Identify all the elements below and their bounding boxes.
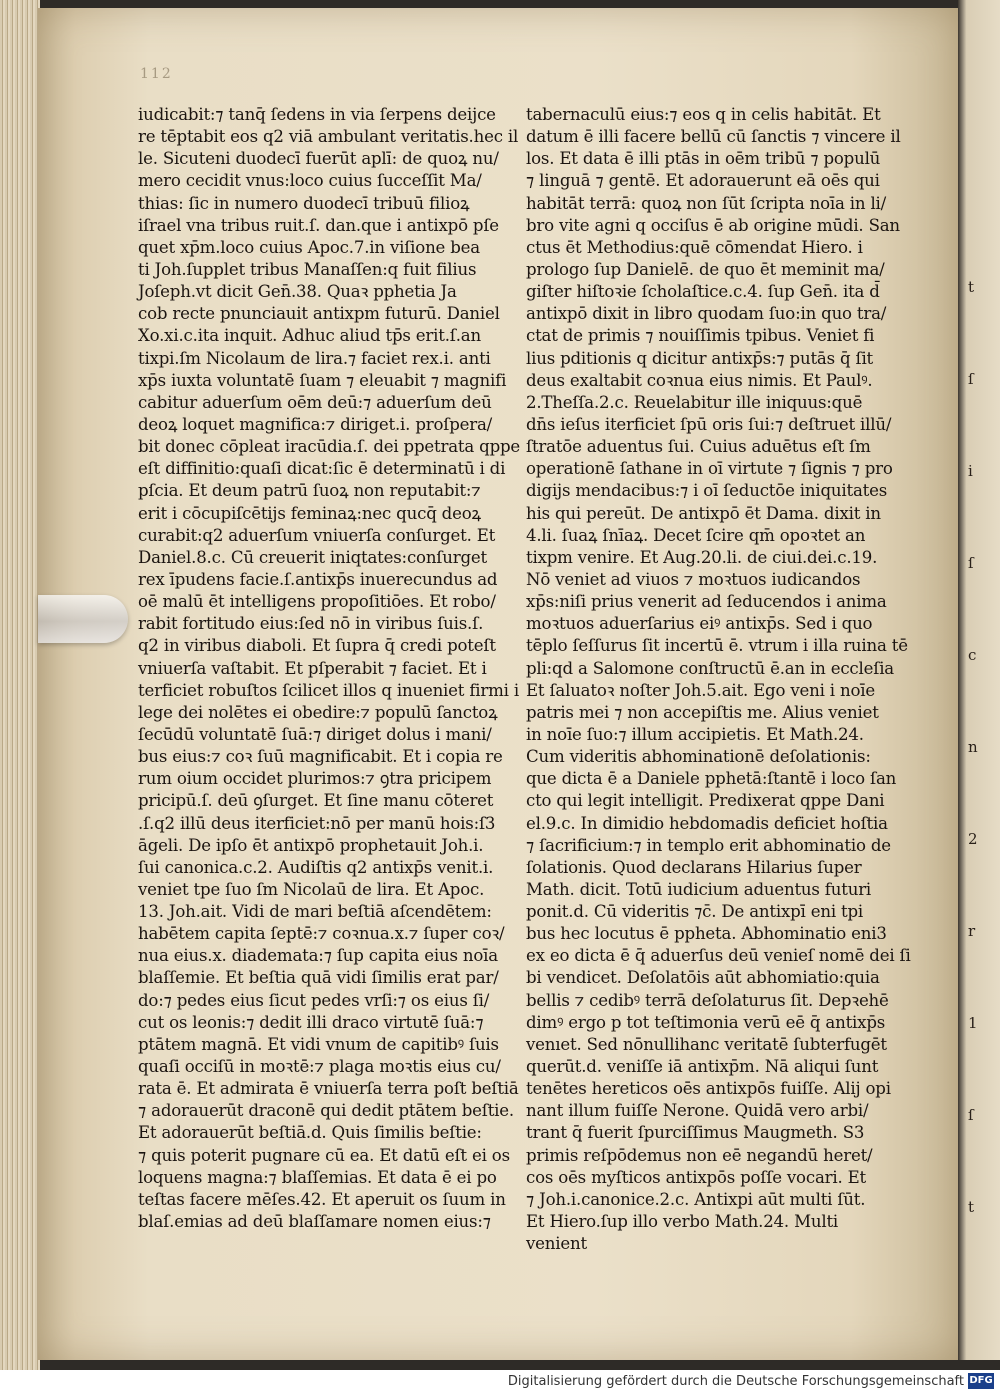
- text-line: cob recte pnunciauit antixpm futurū. Daniel: [138, 304, 500, 324]
- text-line: Math. dicit. Totū iudicium aduentus futuri: [526, 879, 872, 899]
- text-line: nant illum fuiſſe Nerone. Quidā vero arbi/: [526, 1101, 869, 1121]
- text-line: loquens magna:⁊ blaſſemias. Et data ē ei po: [138, 1167, 497, 1187]
- text-line: his qui pereūt. De antixpō ēt Dama. dixit in: [526, 503, 881, 523]
- text-line: nua eius.x. diademata:⁊ ſup capita eius noīa: [138, 946, 498, 966]
- text-column-right: [526, 104, 911, 1255]
- book-page-edges: [0, 0, 40, 1393]
- text-line: le. Sicuteni duodecī fuerūt aplī: de quoꝝ nu/: [138, 149, 499, 169]
- text-line: tēplo ſeſſurus ſit incertū ē. vtrum i illa ruina tē: [526, 636, 908, 656]
- text-line: āgeli. De ipſo ēt antixpō prophetauit Joh.i.: [138, 835, 484, 855]
- text-line: trant q̄ fuerit ſpurciſſimus Maugmeth. S3: [526, 1123, 865, 1143]
- text-line: iudicabit:⁊ tanq̄ ſedens in via ſerpens deijce: [138, 105, 496, 124]
- facing-page-fragment: ſ: [968, 1106, 974, 1124]
- facing-page-fragment: 2: [968, 830, 978, 848]
- text-line: cabitur aduerſum oēm deū:⁊ aduerſum deū: [138, 392, 492, 412]
- text-line: ſui canonica.c.2. Audiſtis q2 antixp̄s venit.i.: [138, 857, 494, 877]
- text-line: rabit fortitudo eius:ſed nō in viribus ſuis.ſ.: [138, 614, 484, 634]
- text-line: tabernaculū eius:⁊ eos q in celis habitāt. Et: [526, 105, 881, 124]
- text-column-left: [138, 104, 521, 1233]
- text-line: pli:qd a Salomone conſtructū ē.an in eccleſia: [526, 658, 894, 678]
- text-line: primis reſpōdemus non eē negandū heret/: [526, 1145, 873, 1165]
- text-line: que dicta ē a Daniele pphetā:ſtantē i loco ſan: [526, 769, 897, 789]
- text-line: bro vite agni q occiſus ē ab origine mūdi. San: [526, 215, 900, 235]
- text-line: terficiet robuſtos ſcilicet illos q inueniet firmi i: [138, 680, 519, 700]
- text-line: dn̄s ieſus iterficiet ſpū oris ſui:⁊ deſtruet illū/: [526, 414, 892, 434]
- text-line: oē malū ēt intelligens propoſitiōes. Et robo/: [138, 592, 496, 612]
- text-line: tixpi.ſm Nicolaum de lira.⁊ faciet rex.i. anti: [138, 348, 491, 368]
- text-line: ſecūdū voluntatē ſuā:⁊ diriget dolus i mani/: [138, 724, 492, 744]
- text-line: ⁊ Joh.i.canonice.2.c. Antixpi aūt multi ſūt.: [526, 1189, 866, 1209]
- text-line: in noīe ſuo:⁊ illum accipietis. Et Math.24.: [526, 724, 864, 744]
- text-line: deoꝝ loquet magnifica:⁊ diriget.i. proſpera/: [138, 414, 493, 434]
- text-line: bit donec cōpleat iracūdia.ſ. dei ppetrata qppe: [138, 437, 521, 457]
- text-line: veniet tpe ſuo ſm Nicolaū de lira. Et Apoc.: [138, 879, 485, 899]
- text-line: ponit.d. Cū videritis ⁊c̄. De antixpī eni tpi: [526, 902, 864, 922]
- text-line: venient: [526, 1234, 587, 1254]
- text-line: Nō veniet ad viuos ⁊ moꝛtuos iudicandos: [526, 569, 861, 589]
- text-line: Xo.xi.c.ita inquit. Adhuc aliud tp̄s erit.ſ.an: [138, 326, 481, 346]
- facing-page-fragment: ſ: [968, 554, 974, 572]
- text-line: el.9.c. In dimidio hebdomadis deficiet hoſtia: [526, 813, 888, 833]
- text-line: teſtas facere mēſes.42. Et aperuit os ſuum in: [138, 1189, 506, 1209]
- text-line: ſolationis. Quod declarans Hilarius ſuper: [526, 857, 862, 877]
- text-line: 4.li. ſuaꝝ ſnīaꝝ. Decet ſcire qm̄ opoꝛtet an: [526, 525, 866, 545]
- text-line: vniuerſa vaſtabit. Et pſperabit ⁊ faciet. Et i: [138, 658, 487, 678]
- text-line: iſrael vna tribus ruit.ſ. dan.que i antixpō pſe: [138, 215, 499, 235]
- text-line: mero cecidit vnus:loco cuius ſucceſſit Ma/: [138, 171, 482, 191]
- text-line: blaſſemie. Et beſtia quā vidi ſimilis erat par/: [138, 968, 499, 988]
- text-line: deus exaltabit coꝛnua eius nimis. Et Paulꝰ.: [526, 370, 873, 390]
- text-line: ctat de primis ⁊ nouiſſimis tpibus. Veniet fi: [526, 326, 875, 346]
- page-holder-clip: [38, 595, 128, 643]
- text-line: moꝛtuos aduerſarius eiꝰ antixp̄s. Sed i quo: [526, 614, 873, 634]
- text-line: Et ſaluatoꝛ noſter Joh.5.ait. Ego veni i noīe: [526, 680, 875, 700]
- text-line: habētem capita ſeptē:⁊ coꝛnua.x.⁊ ſuper coꝛ/: [138, 924, 505, 944]
- text-line: tenētes hereticos oēs antixpōs fuiſſe. Alij opi: [526, 1079, 891, 1099]
- facing-page-fragment: n: [968, 738, 978, 756]
- text-line: Joſeph.vt dicit Gen̄.38. Quaꝛ pphetia Ja: [138, 282, 457, 302]
- facing-page-fragment: ſ: [968, 370, 974, 388]
- text-line: ti Joh.ſupplet tribus Manaſſen:q fuit filius: [138, 259, 477, 279]
- text-line: ⁊ linguā ⁊ gentē. Et adorauerunt eā oēs qui: [526, 171, 880, 191]
- footer-bar: [0, 1370, 1000, 1393]
- text-line: quet xp̄m.loco cuius Apoc.7.in viſione bea: [138, 237, 480, 257]
- text-line: eſt diffinitio:quaſi dicat:ſic ē determinatū i di: [138, 459, 506, 479]
- text-line: q2 in viribus diaboli. Et ſupra q̄ credi poteſt: [138, 636, 496, 656]
- text-line: lius pditionis q dicitur antixp̄s:⁊ putās q̄ ſit: [526, 348, 874, 368]
- facing-page-fragment: i: [968, 462, 973, 480]
- text-line: querūt.d. veniſſe iā antixp̄m. Nā aliqui ſunt: [526, 1057, 879, 1077]
- text-line: cos oēs myſticos antixpōs poſſe vocari. Et: [526, 1167, 867, 1187]
- text-line: pricipū.ſ. deū ꝯſurget. Et ſine manu cōteret: [138, 791, 494, 811]
- text-line: Daniel.8.c. Cū creuerit iniqtates:conſurget: [138, 547, 487, 567]
- text-line: dimꝰ ergo p tot teſtimonia verū eē q̄ antixp̄s: [526, 1012, 886, 1032]
- facing-page-fragment: t: [968, 1198, 975, 1216]
- text-line: cut os leonis:⁊ dedit illi draco virtutē ſuā:⁊: [138, 1012, 484, 1032]
- text-line: 2.Theſſa.2.c. Reuelabitur ille iniquus:quē: [526, 392, 863, 412]
- text-line: blaſ.emias ad deū blaſſamare nomen eius:⁊: [138, 1212, 491, 1232]
- text-line: los. Et data ē illi ptās in oēm tribū ⁊ populū: [526, 149, 881, 169]
- text-line: bi vendicet. Deſolatōis aūt abhomiatio:quia: [526, 968, 880, 988]
- text-line: 13. Joh.ait. Vidi de mari beſtiā aſcendētem:: [138, 902, 492, 922]
- text-line: rum oium occidet plurimos:⁊ ꝯtra pricipem: [138, 769, 492, 789]
- text-line: curabit:q2 aduerſum vniuerſa conſurget. Et: [138, 525, 496, 545]
- text-line: antixpō dixit in libro quodam ſuo:in quo tra/: [526, 304, 887, 324]
- text-line: lege dei nolētes ei obedire:⁊ populū ſanctoꝝ: [138, 702, 498, 722]
- facing-page-fragment: r: [968, 922, 976, 940]
- text-line: tixpm venire. Et Aug.20.li. de ciui.dei.c.19.: [526, 547, 878, 567]
- text-line: Et adorauerūt beſtiā.d. Quis ſimilis beſtie:: [138, 1123, 482, 1143]
- text-line: patris mei ⁊ non accepiſtis me. Alius veniet: [526, 702, 879, 722]
- text-line: bus hec locutus ē ppheta. Abhominatio eni3: [526, 924, 887, 944]
- text-line: pſcia. Et deum patrū ſuoꝝ non reputabit:⁊: [138, 481, 481, 501]
- text-line: ⁊ quis poterit pugnare cū ea. Et datū eſt ei os: [138, 1145, 510, 1165]
- text-line: datum ē illi facere bellū cū ſanctis ⁊ vincere il: [526, 127, 901, 147]
- text-line: thias: ſic in numero duodecī tribuū filioꝝ: [138, 193, 470, 213]
- text-line: bellis ⁊ cedibꝰ terrā deſolaturus ſit. Depꝛehē: [526, 990, 889, 1010]
- text-line: rex īpudens facie.ſ.antixp̄s inuerecundus ad: [138, 569, 498, 589]
- funding-credit: Digitalisierung gefördert durch die Deutsche Forschungsgemeinschaft: [507, 1374, 964, 1389]
- text-line: xp̄s iuxta voluntatē ſuam ⁊ eleuabit ⁊ magnifi: [138, 370, 507, 390]
- text-line: Cum videritis abhominationē deſolationis:: [526, 747, 871, 767]
- text-line: re tēptabit eos q2 viā ambulant veritatis.hec il: [138, 127, 519, 147]
- text-line: digijs mendacibus:⁊ i oī ſeductōe iniquitates: [526, 481, 888, 501]
- text-line: ctus ēt Methodius:quē cōmendat Hiero. i: [526, 237, 863, 257]
- text-line: erit i cōcupiſcētijs feminaꝝ:nec qucq̄ deoꝝ: [138, 503, 481, 523]
- text-line: cto qui legit intelligit. Predixerat qppe Dani: [526, 791, 885, 811]
- text-line: habitāt terrā: quoꝝ non ſūt ſcripta noīa in li/: [526, 193, 887, 213]
- text-line: prologo ſup Danielē. de quo ēt meminit ma/: [526, 259, 885, 279]
- text-line: ex eo dicta ē q̄ aduerſus deū venieſ nomē dei ſi: [526, 946, 911, 966]
- facing-page-fragment: 1: [968, 1014, 978, 1032]
- text-line: xp̄s:niſi prius venerit ad ſeducendos i anima: [526, 592, 887, 612]
- text-line: venıet. Sed nōnullihanc veritatē ſubterfugēt: [526, 1034, 887, 1054]
- text-line: giſter hiſtoꝛie ſcholaſtice.c.4. ſup Gen̄. ita d̄: [526, 282, 880, 302]
- text-line: .ſ.q2 illū deus iterficiet:nō per manū hois:ſ3: [138, 813, 496, 833]
- text-line: do:⁊ pedes eius ſicut pedes vrſi:⁊ os eius ſi/: [138, 990, 490, 1010]
- text-line: ⁊ ſacrificium:⁊ in templo erit abhominatio de: [526, 835, 891, 855]
- dfg-logo: DFG: [968, 1373, 994, 1389]
- text-line: ptātem magnā. Et vidi vnum de capitibꝰ ſuis: [138, 1034, 499, 1054]
- facing-page-fragment: t: [968, 278, 975, 296]
- text-line: ſtratōe aduentus ſui. Cuius aduētus eſt ſm: [526, 437, 871, 457]
- text-line: ⁊ adorauerūt draconē qui dedit ptātem beſtie.: [138, 1101, 514, 1121]
- text-line: quaſi occiſū in moꝛtē:⁊ plaga moꝛtis eius cu/: [138, 1057, 501, 1077]
- text-line: operationē ſathane in oī virtute ⁊ ſignis ⁊ pro: [526, 459, 893, 479]
- text-line: rata ē. Et admirata ē vniuerſa terra poſt beſtiā: [138, 1079, 519, 1099]
- text-line: bus eius:⁊ coꝛ ſuū magnificabit. Et i copia re: [138, 747, 503, 767]
- folio-number: 112: [140, 66, 173, 82]
- facing-page-fragment: c: [968, 646, 977, 664]
- text-line: Et Hiero.ſup illo verbo Math.24. Multi: [526, 1212, 839, 1232]
- facing-page-edge: [958, 0, 1000, 1360]
